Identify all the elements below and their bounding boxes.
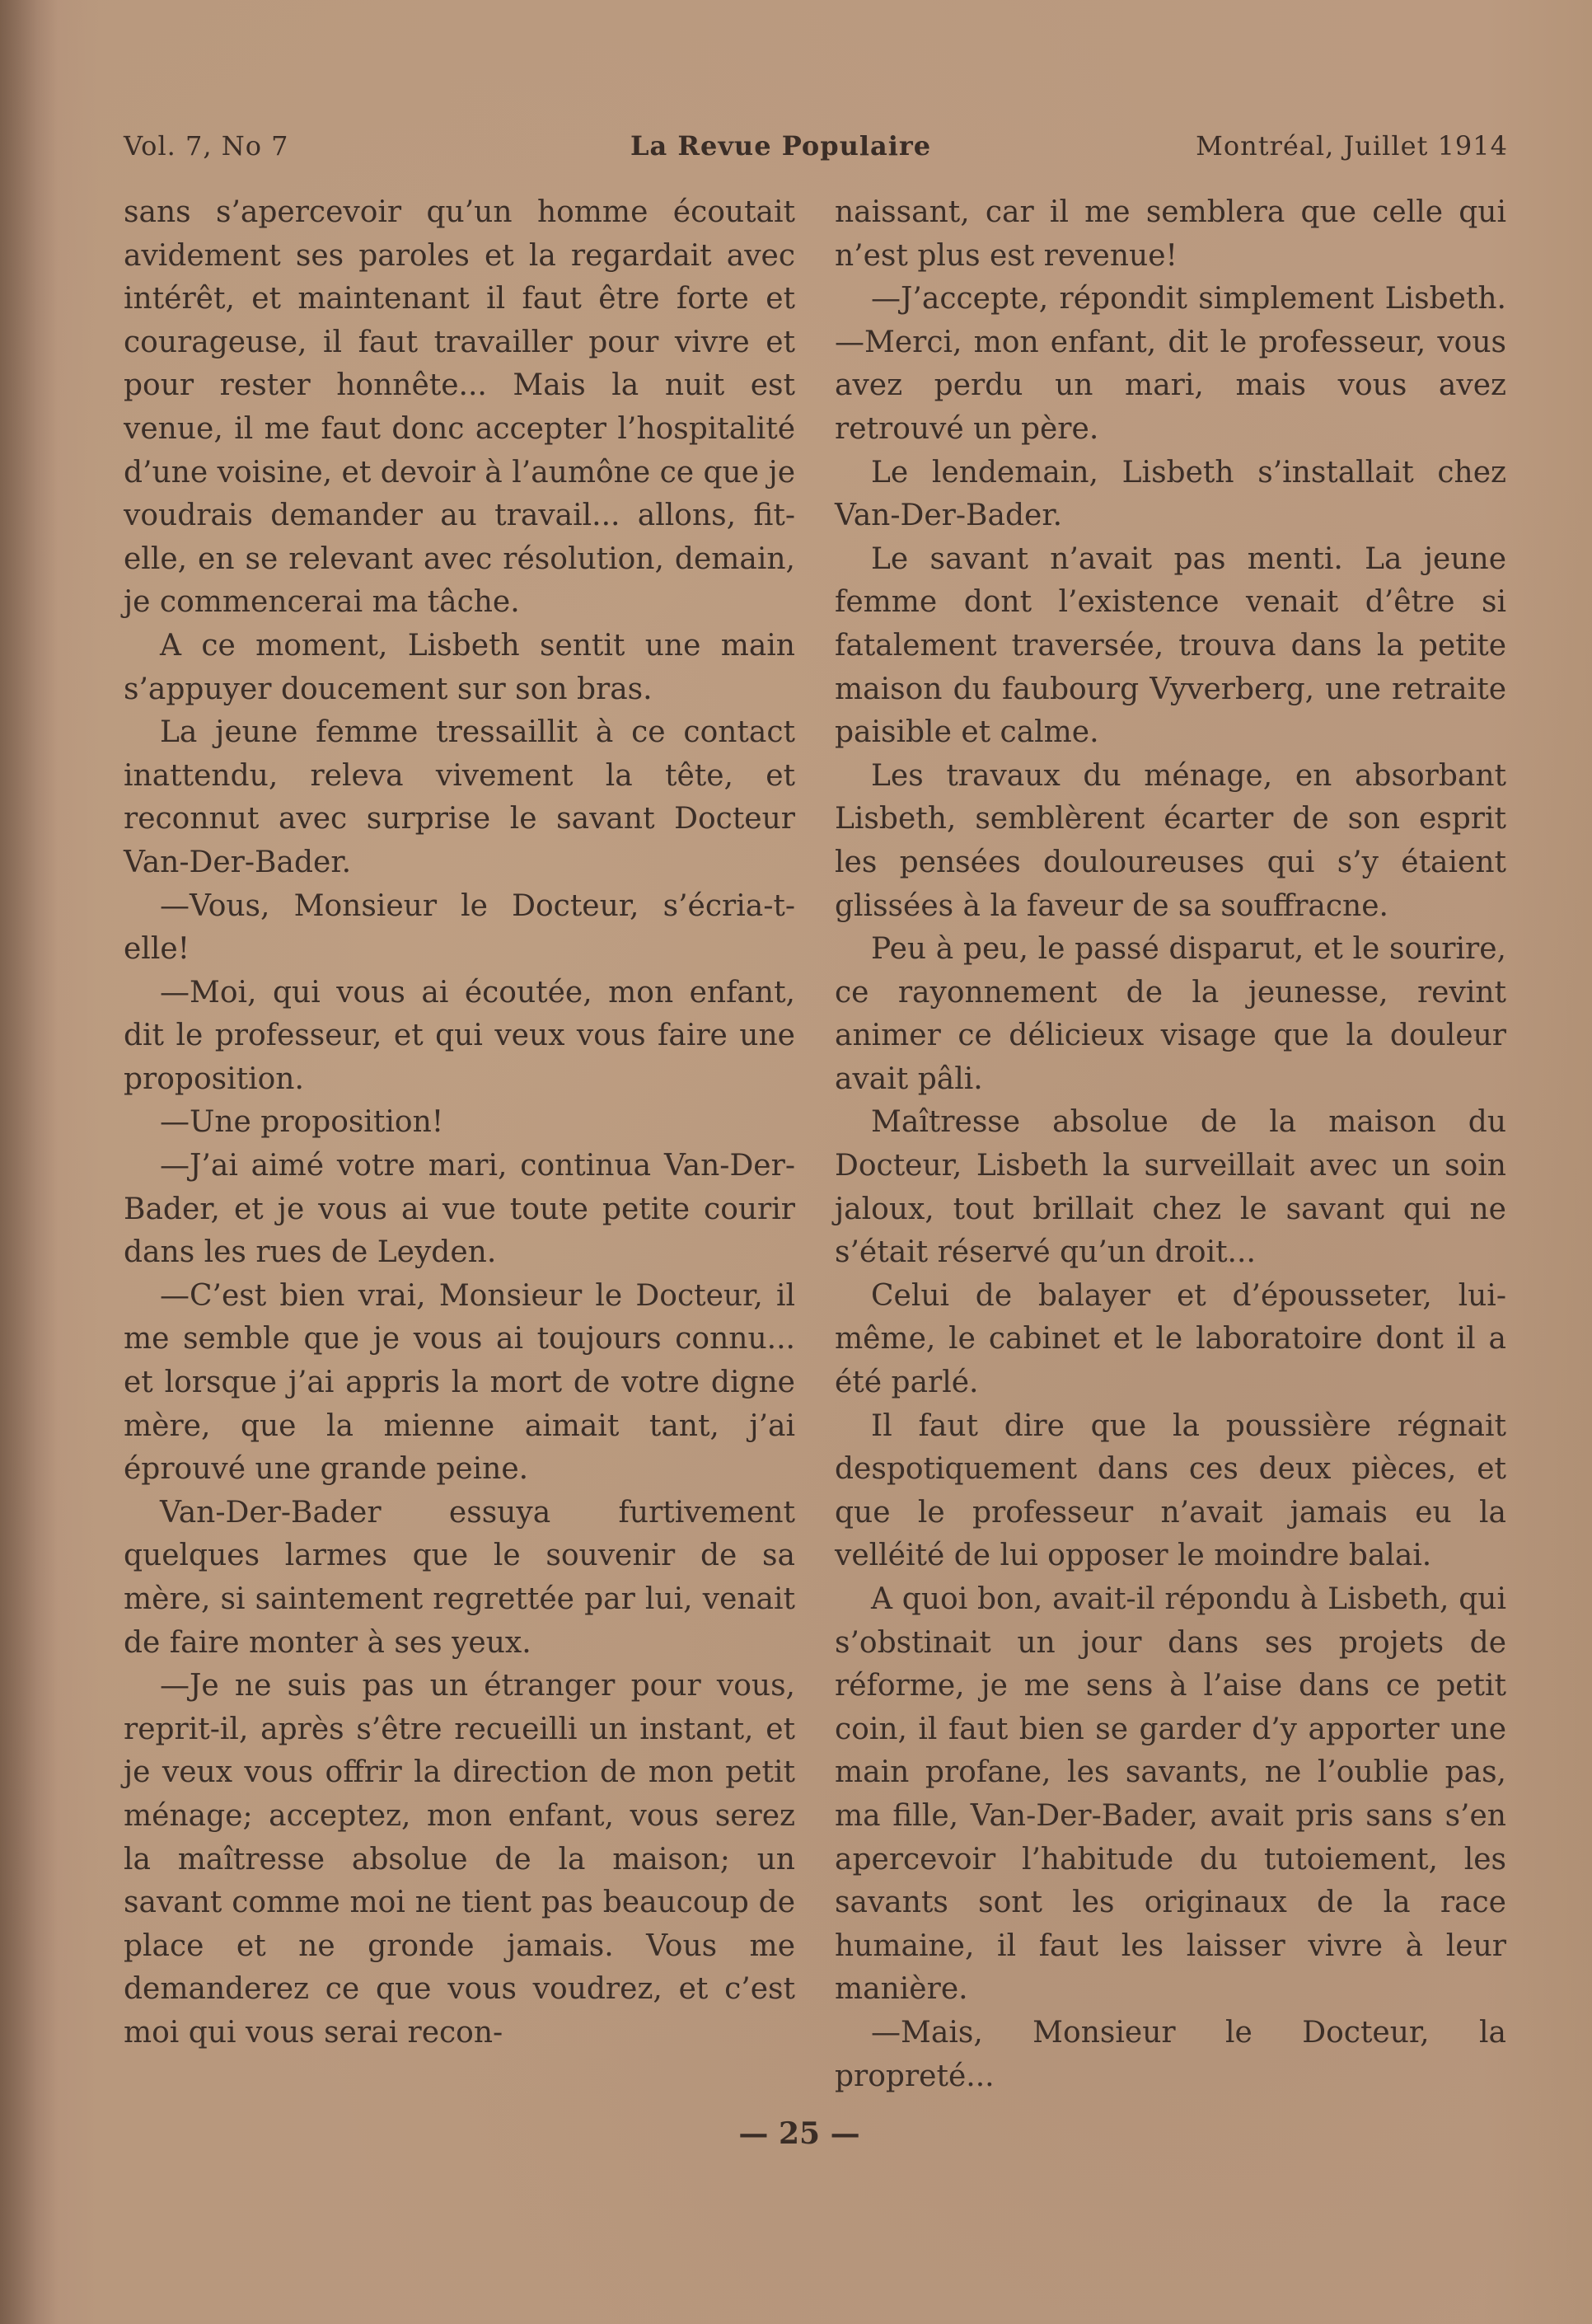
paragraph: Maîtresse absolue de la maison du Docteur, Lisbeth la surveillait avec un soin jaloux, tout brillait chez le savant qui ne s’était réservé qu’un droit... [835, 1105, 1506, 1270]
binding-shadow [0, 0, 58, 2324]
paragraph: Il faut dire que la poussière régnait despotiquement dans ces deux pièces, et que le professeur n’avait jamais eu la velléité de lui opposer le moindre balai. [835, 1408, 1506, 1573]
paragraph: Le savant n’avait pas menti. La jeune femme dont l’existence venait d’être si fatalement traversée, trouva dans la petite maison du faubourg Vyverberg, une retraite paisible et calme. [835, 541, 1506, 750]
journal-title: La Revue Populaire [630, 130, 932, 162]
paragraph: Les travaux du ménage, en absorbant Lisbeth, semblèrent écarter de son esprit les pensées douloureuses qui s’y étaient glissées à la faveur de sa souffracne. [835, 758, 1506, 923]
paragraph: Le lendemain, Lisbeth s’installait chez Van-Der-Bader. [835, 455, 1506, 533]
paragraph: —Je ne suis pas un étranger pour vous, reprit-il, après s’être recueilli un instant, et je veux vous offrir la direction de mon petit ménage; acceptez, mon enfant, vous serez la maîtresse absolue de la maison; un savant comme moi ne tient pas beaucoup de place et ne gronde jamais. Vous me demanderez ce que vous voudrez, et c’est moi qui vous serai recon- [124, 1669, 795, 2050]
paragraph: A ce moment, Lisbeth sentit une main s’appuyer doucement sur son bras. [124, 628, 795, 706]
paragraph: Peu à peu, le passé disparut, et le sourire, ce rayonnement de la jeunesse, revint animer ce délicieux visage que la douleur avait pâli. [835, 932, 1506, 1096]
page-number: — 25 — [738, 2116, 860, 2151]
paragraph: sans s’apercevoir qu’un homme écoutait avidement ses paroles et la regardait avec intérêt, et maintenant il faut être forte et courageuse, il faut travailler pour vivre et pour rester honnête... Mais la nuit est venue, il me faut donc accepter l’hospitalité d’une voisine, et devoir à l’aumône ce que je voudrais demander au travail... allons, fit-elle, en se relevant avec résolution, demain, je commencerai ma tâche. [124, 195, 795, 620]
paragraph: —J’ai aimé votre mari, continua Van-Der-Bader, et je vous ai vue toute petite courir dans les rues de Leyden. [124, 1149, 795, 1270]
paragraph: Celui de balayer et d’épousseter, lui-même, le cabinet et le laboratoire dont il a été parlé. [835, 1278, 1506, 1400]
paragraph: —Mais, Monsieur le Docteur, la propreté... [835, 2015, 1506, 2093]
right-column [835, 191, 1506, 2098]
volume-number: Vol. 7, No 7 [124, 130, 289, 162]
left-column [124, 191, 795, 2055]
place-date: Montréal, Juillet 1914 [1196, 130, 1508, 162]
paragraph: —Moi, qui vous ai écoutée, mon enfant, dit le professeur, et qui veux vous faire une proposition. [124, 975, 795, 1096]
paragraph: —Vous, Monsieur le Docteur, s’écria-t-elle! [124, 888, 795, 967]
paragraph: —C’est bien vrai, Monsieur le Docteur, il me semble que je vous ai toujours connu... et lorsque j’ai appris la mort de votre digne mère, que la mienne aimait tant, j’ai éprouvé une grande peine. [124, 1278, 795, 1487]
paragraph: —J’accepte, répondit simplement Lisbeth.—Merci, mon enfant, dit le professeur, vous avez perdu un mari, mais vous avez retrouvé un père. [835, 282, 1506, 446]
paragraph: A quoi bon, avait-il répondu à Lisbeth, qui s’obstinait un jour dans ses projets de réforme, je me sens à l’aise dans ce petit coin, il faut bien se garder d’y apporter une main profane, les savants, ne l’oublie pas, ma fille, Van-Der-Bader, avait pris sans s’en apercevoir l’habitude du tutoiement, les savants sont les originaux de la race humaine, il faut les laisser vivre à leur manière. [835, 1582, 1506, 2007]
paragraph: naissant, car il me semblera que celle qui n’est plus est revenue! [835, 195, 1506, 273]
running-header [124, 130, 1508, 171]
paragraph: —Une proposition! [160, 1105, 444, 1140]
paragraph: Van-Der-Bader essuya furtivement quelques larmes que le souvenir de sa mère, si saintement regrettée par lui, venait de faire monter à ses yeux. [124, 1495, 795, 1660]
paragraph: La jeune femme tressaillit à ce contact inattendu, releva vivement la tête, et reconnut avec surprise le savant Docteur Van-Der-Bader. [124, 715, 795, 879]
